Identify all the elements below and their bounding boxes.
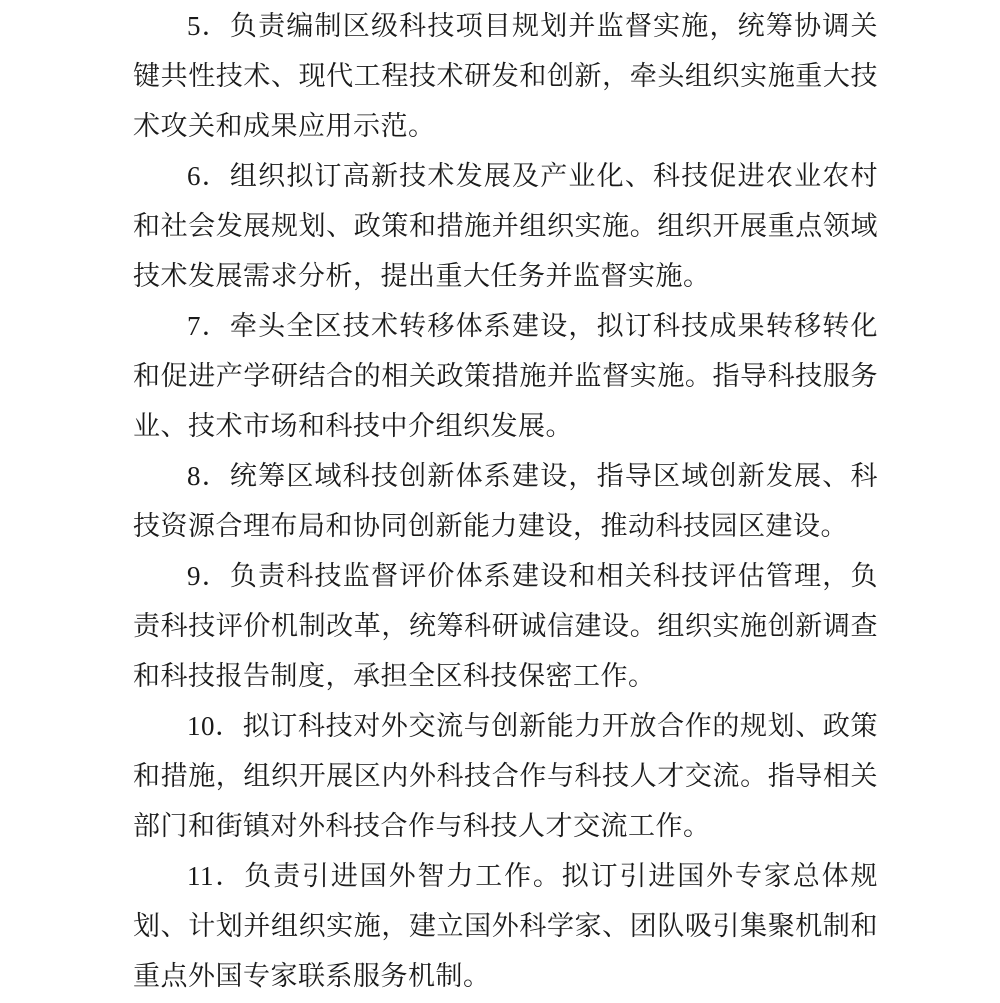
paragraph-item-8: 8．统筹区域科技创新体系建设，指导区域创新发展、科技资源合理布局和协同创新能力建设，推动科技园区建设。 xyxy=(133,461,878,541)
paragraph-item-5: 5．负责编制区级科技项目规划并监督实施，统筹协调关键共性技术、现代工程技术研发和创新，牵头组织实施重大技术攻关和成果应用示范。 xyxy=(133,11,878,141)
document-text-block xyxy=(133,1,878,1001)
paragraph-item-7: 7．牵头全区技术转移体系建设，拟订科技成果转移转化和促进产学研结合的相关政策措施并监督实施。指导科技服务业、技术市场和科技中介组织发展。 xyxy=(133,311,878,441)
paragraph-item-9: 9．负责科技监督评价体系建设和相关科技评估管理，负责科技评价机制改革，统筹科研诚信建设。组织实施创新调查和科技报告制度，承担全区科技保密工作。 xyxy=(133,561,878,691)
paragraph-item-6: 6．组织拟订高新技术发展及产业化、科技促进农业农村和社会发展规划、政策和措施并组织实施。组织开展重点领域技术发展需求分析，提出重大任务并监督实施。 xyxy=(133,161,878,291)
paragraph-item-10: 10．拟订科技对外交流与创新能力开放合作的规划、政策和措施，组织开展区内外科技合作与科技人才交流。指导相关部门和街镇对外科技合作与科技人才交流工作。 xyxy=(133,711,878,841)
paragraph-item-11: 11．负责引进国外智力工作。拟订引进国外专家总体规划、计划并组织实施，建立国外科学家、团队吸引集聚机制和重点外国专家联系服务机制。 xyxy=(133,861,878,991)
